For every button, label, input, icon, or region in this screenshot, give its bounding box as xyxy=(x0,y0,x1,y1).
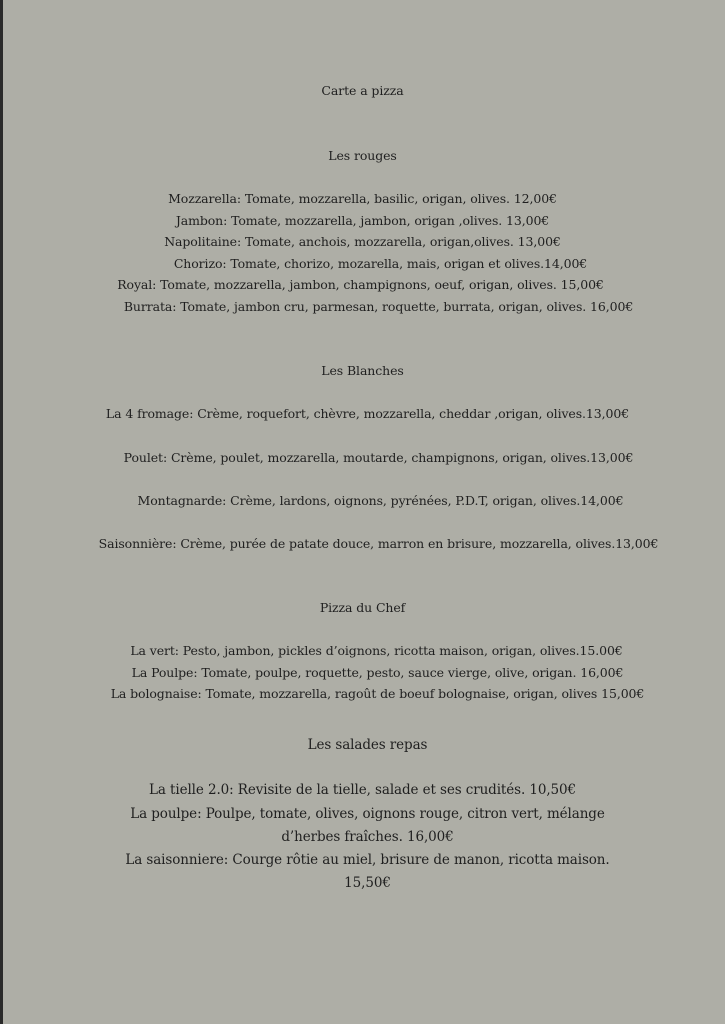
salad-line: La saisonniere: Courge rôtie au miel, brisure de manon, ricotta maison. xyxy=(125,852,610,868)
salad-line: d’herbes fraîches. 16,00€ xyxy=(281,829,454,845)
menu-item-poulet: Poulet: Crème, poulet, mozzarella, moutarde, champignons, origan, olives.13,00€ xyxy=(123,450,634,465)
menu-item-la-bolognaise: La bolognaise: Tomate, mozzarella, ragoût de boeuf bolognaise, origan, olives 15,00€ xyxy=(110,686,645,701)
menu-item-jambon: Jambon: Tomate, mozzarella, jambon, origan ,olives. 13,00€ xyxy=(175,213,550,228)
section-heading-rouges: Les rouges xyxy=(328,148,397,163)
menu-item-burrata: Burrata: Tomate, jambon cru, parmesan, roquette, burrata, origan, olives. 16,00€ xyxy=(123,299,634,314)
salad-line: 15,50€ xyxy=(344,875,391,891)
section-heading-chef: Pizza du Chef xyxy=(319,600,406,615)
section-heading-salades: Les salades repas xyxy=(307,737,428,753)
menu-item-montagnarde: Montagnarde: Crème, lardons, oignons, pyrénées, P.D.T, origan, olives.14,00€ xyxy=(137,493,624,508)
menu-item-la-poulpe: La Poulpe: Tomate, poulpe, roquette, pesto, sauce vierge, olive, origan. 16,00€ xyxy=(131,665,624,680)
menu-item-royal: Royal: Tomate, mozzarella, jambon, champignons, oeuf, origan, olives. 15,00€ xyxy=(117,277,604,292)
section-heading-blanches: Les Blanches xyxy=(321,363,404,378)
menu-item-chorizo: Chorizo: Tomate, chorizo, mozarella, mais, origan et olives.14,00€ xyxy=(173,256,588,271)
menu-item-la-vert: La vert: Pesto, jambon, pickles d’oignons, ricotta maison, origan, olives.15.00€ xyxy=(130,643,623,658)
menu-item-saisonniere: Saisonnière: Crème, purée de patate douce, marron en brisure, mozzarella, olives.13,00€ xyxy=(98,536,659,551)
menu-title: Carte a pizza xyxy=(321,83,404,98)
menu-item-mozzarella: Mozzarella: Tomate, mozzarella, basilic, origan, olives. 12,00€ xyxy=(168,191,557,206)
salad-line: La tielle 2.0: Revisite de la tielle, salade et ses crudités. 10,50€ xyxy=(149,782,576,798)
salad-line: La poulpe: Poulpe, tomate, olives, oignons rouge, citron vert, mélange xyxy=(130,806,605,822)
menu-item-4-fromage: La 4 fromage: Crème, roquefort, chèvre, mozzarella, cheddar ,origan, olives.13,00€ xyxy=(105,406,630,421)
menu-item-napolitaine: Napolitaine: Tomate, anchois, mozzarella, origan,olives. 13,00€ xyxy=(164,234,561,249)
